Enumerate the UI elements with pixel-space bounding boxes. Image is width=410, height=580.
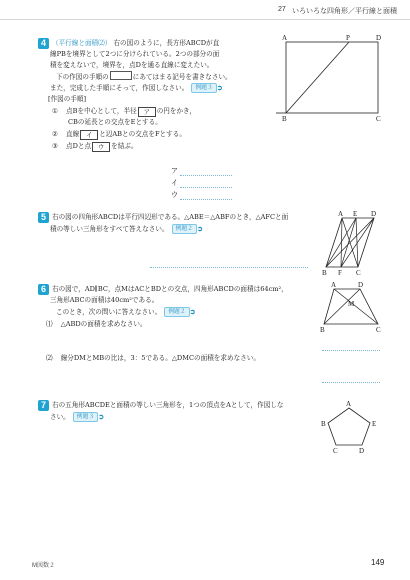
figure-rectangle-abcd — [276, 34, 388, 122]
diagonal-ac — [334, 289, 378, 324]
label-e: E — [353, 210, 358, 218]
arrow-icon: ➲ — [216, 83, 223, 92]
arrow-icon: ➲ — [196, 224, 203, 233]
procedure-step-2: ② 直線 イ と辺ABとの交点をFとする。 — [52, 130, 186, 139]
example-badge-q5[interactable]: 例題２ — [172, 224, 197, 234]
segment-db — [326, 218, 374, 267]
example-badge-q7[interactable]: 例題３ — [73, 412, 98, 422]
answer-line-a[interactable] — [180, 175, 232, 176]
answer-box-u: ウ — [92, 142, 110, 152]
blank-box — [110, 71, 132, 80]
label-d: D — [358, 281, 364, 289]
answer-box-a: ア — [138, 107, 156, 117]
page-number: 149 — [371, 558, 385, 567]
answer-box-i: イ — [80, 130, 98, 140]
question-6-number: 6 — [38, 284, 49, 295]
answer-label-i: イ — [171, 179, 178, 187]
example-badge-q4[interactable]: 例題３ — [191, 83, 216, 93]
question-6-line1: 右の図で，AD∥BC，点MはACとBDとの交点，四角形ABCDの面積は64cm²， — [52, 285, 288, 293]
header-title: いろいろな四角形／平行線と面積 — [292, 8, 397, 15]
label-b: B — [282, 115, 287, 122]
label-c: C — [333, 447, 338, 454]
label-d: D — [359, 447, 365, 454]
question-6-sub2: ⑵ 線分DMとMBの比は，3：5である。△DMCの面積を求めなさい。 — [46, 354, 260, 362]
procedure-step-3: ③ 点Dと点 ウ を結ぶ。 — [52, 142, 138, 151]
question-5-number: 5 — [38, 212, 49, 223]
label-f: F — [338, 269, 342, 276]
answer-line-q6-1[interactable] — [322, 350, 380, 351]
question-4-line2: 線PBを境界として2つに分けられている。2つの部分の面 — [50, 50, 220, 58]
question-5-line2: 積の等しい三角形をすべて答えなさい。 例題２ ➲ — [50, 224, 203, 233]
question-4-line4: 下の作図の手順の にあてはまる記号を書きなさい。 — [56, 73, 232, 81]
rectangle-abcd — [286, 42, 378, 113]
label-c: C — [376, 115, 381, 122]
label-a: A — [346, 400, 352, 408]
question-6-line2: 三角形ABCの面積は40cm²である。 — [50, 296, 159, 304]
label-c: C — [376, 326, 381, 334]
label-a: A — [331, 281, 337, 289]
label-p: P — [346, 34, 350, 42]
label-m: M — [348, 300, 355, 308]
procedure-step-1-cont: CBの延長との交点をEとする。 — [68, 118, 162, 126]
question-4-line5: また，完成した手順にそって，作図しなさい。 例題３ ➲ — [50, 83, 223, 92]
figure-trapezoid-abcd — [318, 280, 384, 334]
segment-pb — [286, 42, 349, 113]
answer-label-u: ウ — [171, 191, 178, 199]
question-5-line1: 右の図の四角形ABCDは平行四辺形である。△ABE＝△ABFのとき，△AFCと面 — [52, 213, 289, 221]
question-4-line1: （平行線と面積⑵） 右の図のように，長方形ABCDが直 — [52, 39, 220, 47]
question-6-sub1: ⑴ △ABDの面積を求めなさい。 — [46, 320, 147, 328]
answer-line-q5[interactable] — [150, 267, 308, 268]
label-b: B — [320, 326, 325, 334]
answer-line-u[interactable] — [180, 199, 232, 200]
label-b: B — [322, 269, 327, 276]
example-badge-q6[interactable]: 例題２ — [164, 307, 189, 317]
answer-line-i[interactable] — [180, 187, 232, 188]
answer-label-a: ア — [171, 167, 178, 175]
figure-pentagon-abcde — [318, 398, 380, 454]
header-number: 27 — [278, 6, 286, 13]
segment-ef — [341, 218, 356, 267]
question-7-line2: さい。 例題３ ➲ — [50, 412, 105, 421]
figure-parallelogram-abcd — [318, 210, 380, 276]
label-d: D — [376, 34, 382, 42]
question-4-topic: （平行線と面積⑵） — [52, 39, 112, 47]
label-a: A — [282, 34, 288, 42]
answer-line-q6-2[interactable] — [322, 382, 380, 383]
label-a: A — [338, 210, 344, 218]
question-7-number: 7 — [38, 400, 49, 411]
procedure-step-1: ① 点Bを中心として，半径 ア の円をかき， — [52, 107, 196, 116]
question-6-line3: このとき，次の問いに答えなさい。 例題２ ➲ — [56, 307, 196, 316]
label-d: D — [371, 210, 377, 218]
footer-left: M図数２ — [32, 563, 55, 569]
label-c: C — [356, 269, 361, 276]
question-4-line3: 積を変えないで，境界を，点Dを通る直線に変えたい。 — [50, 61, 214, 69]
procedure-heading: [作図の手順] — [48, 95, 87, 103]
question-7-line1: 右の五角形ABCDEと面積の等しい三角形を，1つの頂点をAとして，作図しな — [52, 401, 284, 409]
arrow-icon: ➲ — [189, 307, 196, 316]
pentagon-abcde — [328, 408, 370, 445]
header-divider — [0, 19, 410, 20]
question-4-number: 4 — [38, 38, 49, 49]
label-b: B — [321, 420, 326, 428]
arrow-icon: ➲ — [98, 412, 105, 421]
label-e: E — [372, 420, 377, 428]
